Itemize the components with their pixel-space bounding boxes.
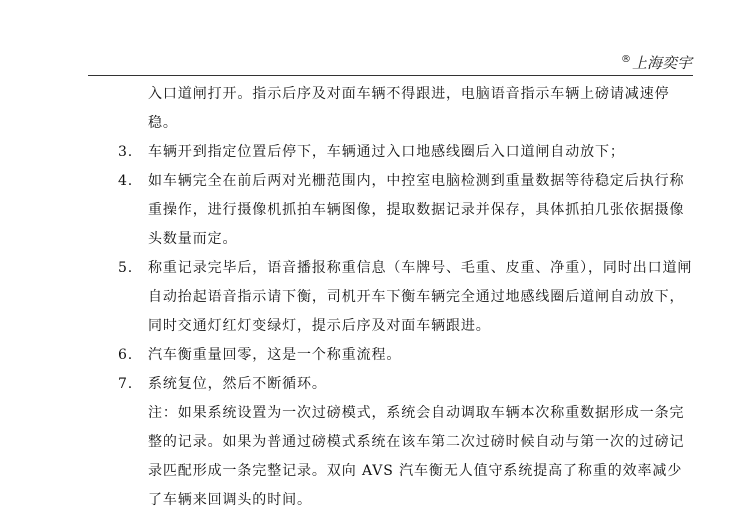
list-item bbox=[118, 167, 693, 254]
list-number: 7. bbox=[118, 376, 134, 392]
brand-header bbox=[621, 52, 692, 73]
document-body bbox=[118, 80, 693, 515]
list-number: 4. bbox=[118, 173, 134, 189]
intro-paragraph: 入口道闸打开。指示后序及对面车辆不得跟进，电脑语音指示车辆上磅请减速停稳。 bbox=[148, 86, 670, 131]
list-number: 5. bbox=[118, 260, 134, 276]
brand-name: 上海奕宇 bbox=[631, 54, 692, 72]
list-item bbox=[118, 341, 693, 370]
list-item bbox=[118, 254, 693, 341]
note-paragraph: 注：如果系统设置为一次过磅模式，系统会自动调取车辆本次称重数据形成一条完整的记录。如果为普通过磅模式系统在该车第二次过磅时候自动与第一次的过磅记录匹配形成一条完整记录。双向 AVS 汽车衡无人值守系统提高了称重的效率减少了车辆来回调头的时间。 bbox=[148, 405, 685, 508]
list-number: 3. bbox=[118, 144, 134, 160]
list-item bbox=[118, 370, 693, 399]
list-text: 称重记录完毕后，语音播报称重信息（车牌号、毛重、皮重、净重），同时出口道闸自动抬起语音指示请下衡，司机开车下衡车辆完全通过地感线圈后道闸自动放下，同时交通灯红灯变绿灯，提示后序及对面车辆跟进。 bbox=[148, 260, 693, 334]
list-number: 6. bbox=[118, 347, 134, 363]
list-text: 系统复位，然后不断循环。 bbox=[148, 376, 327, 392]
list-text: 车辆开到指定位置后停下，车辆通过入口地感线圈后入口道闸自动放下； bbox=[148, 144, 625, 160]
list-item bbox=[118, 138, 693, 167]
list-text: 如车辆完全在前后两对光栅范围内，中控室电脑检测到重量数据等待稳定后执行称重操作，进行摄像机抓拍车辆图像，提取数据记录并保存，具体抓拍几张依据摄像头数量而定。 bbox=[148, 173, 685, 247]
registered-mark: ® bbox=[620, 54, 631, 65]
header-rule bbox=[88, 75, 693, 76]
list-text: 汽车衡重量回零，这是一个称重流程。 bbox=[148, 347, 402, 363]
